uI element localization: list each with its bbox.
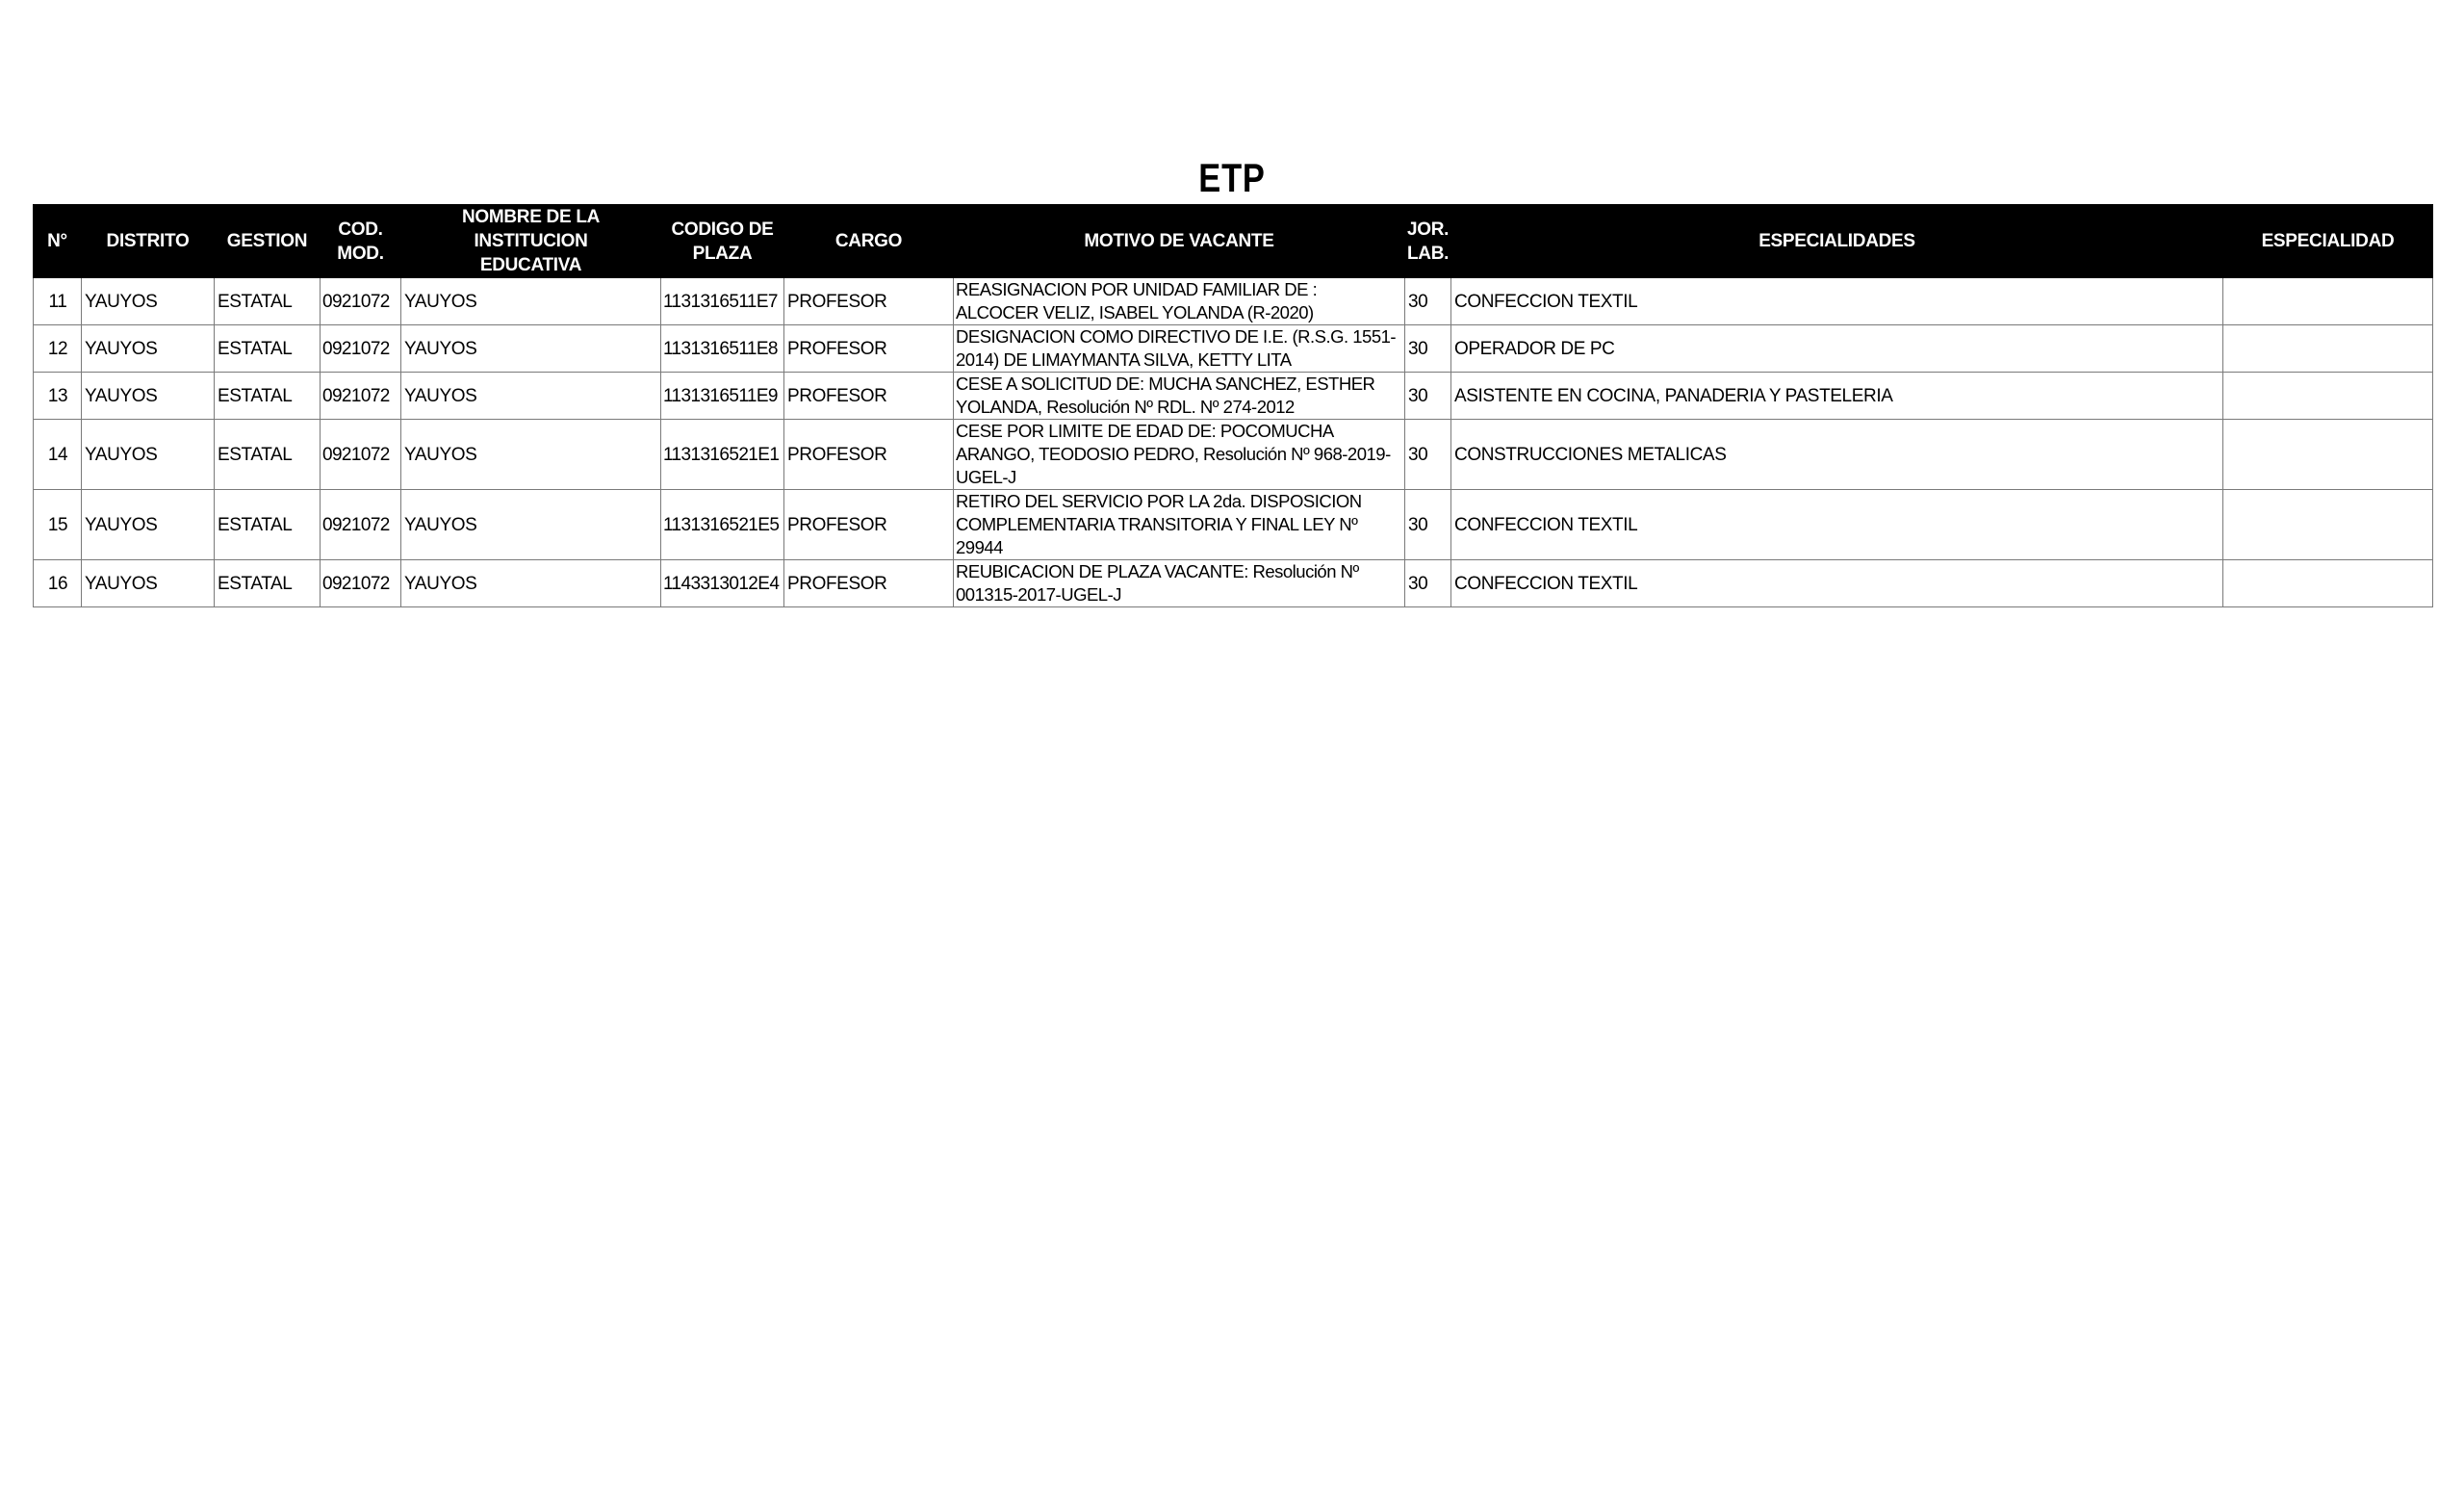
header-jor-lab bbox=[1405, 205, 1451, 278]
cell-distrito: YAUYOS bbox=[82, 560, 215, 607]
cell-motivo: DESIGNACION COMO DIRECTIVO DE I.E. (R.S.G. 1551-2014) DE LIMAYMANTA SILVA, KETTY LITA bbox=[954, 325, 1405, 373]
header-cod-mod-line2: MOD. bbox=[337, 243, 384, 264]
header-cod-mod bbox=[321, 205, 401, 278]
header-nombre-line1: NOMBRE DE LA INSTITUCION bbox=[461, 207, 601, 251]
cell-codigo-plaza: 1131316511E8 bbox=[661, 325, 784, 373]
cell-num: 15 bbox=[34, 490, 82, 560]
cell-num: 12 bbox=[34, 325, 82, 373]
header-codigo-line2: PLAZA bbox=[692, 243, 753, 264]
cell-distrito: YAUYOS bbox=[82, 278, 215, 325]
cell-nombre: YAUYOS bbox=[401, 420, 661, 490]
table-row bbox=[34, 420, 2433, 490]
table-row bbox=[34, 325, 2433, 373]
cell-jor-lab: 30 bbox=[1405, 325, 1451, 373]
cell-distrito: YAUYOS bbox=[82, 490, 215, 560]
cell-cod-mod: 0921072 bbox=[321, 490, 401, 560]
cell-num: 16 bbox=[34, 560, 82, 607]
cell-especialidades: CONSTRUCCIONES METALICAS bbox=[1451, 420, 2223, 490]
cell-distrito: YAUYOS bbox=[82, 420, 215, 490]
cell-codigo-plaza: 1143313012E4 bbox=[661, 560, 784, 607]
table-row bbox=[34, 490, 2433, 560]
cell-motivo: REUBICACION DE PLAZA VACANTE: Resolución Nº 001315-2017-UGEL-J bbox=[954, 560, 1405, 607]
header-jor-line2: LAB. bbox=[1407, 243, 1450, 264]
cell-num: 11 bbox=[34, 278, 82, 325]
header-especialidad: ESPECIALIDAD bbox=[2223, 205, 2433, 278]
cell-cod-mod: 0921072 bbox=[321, 373, 401, 420]
cell-motivo: CESE A SOLICITUD DE: MUCHA SANCHEZ, ESTHER YOLANDA, Resolución Nº RDL. Nº 274-2012 bbox=[954, 373, 1405, 420]
cell-especialidad bbox=[2223, 490, 2433, 560]
cell-gestion: ESTATAL bbox=[215, 490, 321, 560]
cell-cargo: PROFESOR bbox=[784, 420, 954, 490]
cell-codigo-plaza: 1131316521E1 bbox=[661, 420, 784, 490]
table-row bbox=[34, 560, 2433, 607]
header-cargo: CARGO bbox=[784, 205, 954, 278]
cell-cargo: PROFESOR bbox=[784, 278, 954, 325]
cell-especialidades: CONFECCION TEXTIL bbox=[1451, 490, 2223, 560]
cell-motivo: CESE POR LIMITE DE EDAD DE: POCOMUCHA ARANGO, TEODOSIO PEDRO, Resolución Nº 968-2019-UGEL-J bbox=[954, 420, 1405, 490]
cell-nombre: YAUYOS bbox=[401, 373, 661, 420]
cell-motivo: REASIGNACION POR UNIDAD FAMILIAR DE : ALCOCER VELIZ, ISABEL YOLANDA (R-2020) bbox=[954, 278, 1405, 325]
cell-cod-mod: 0921072 bbox=[321, 420, 401, 490]
table-body bbox=[34, 278, 2433, 607]
cell-codigo-plaza: 1131316511E9 bbox=[661, 373, 784, 420]
vacancies-table bbox=[33, 204, 2433, 607]
cell-gestion: ESTATAL bbox=[215, 560, 321, 607]
cell-nombre: YAUYOS bbox=[401, 325, 661, 373]
cell-cod-mod: 0921072 bbox=[321, 560, 401, 607]
cell-motivo: RETIRO DEL SERVICIO POR LA 2da. DISPOSICION COMPLEMENTARIA TRANSITORIA Y FINAL LEY Nº 29944 bbox=[954, 490, 1405, 560]
table-row bbox=[34, 278, 2433, 325]
header-nombre-line2: EDUCATIVA bbox=[479, 255, 582, 275]
cell-jor-lab: 30 bbox=[1405, 560, 1451, 607]
cell-codigo-plaza: 1131316521E5 bbox=[661, 490, 784, 560]
cell-gestion: ESTATAL bbox=[215, 420, 321, 490]
cell-jor-lab: 30 bbox=[1405, 490, 1451, 560]
cell-gestion: ESTATAL bbox=[215, 373, 321, 420]
cell-cargo: PROFESOR bbox=[784, 490, 954, 560]
header-jor-line1: JOR. bbox=[1407, 219, 1450, 240]
cell-jor-lab: 30 bbox=[1405, 278, 1451, 325]
cell-jor-lab: 30 bbox=[1405, 373, 1451, 420]
cell-nombre: YAUYOS bbox=[401, 278, 661, 325]
cell-especialidad bbox=[2223, 325, 2433, 373]
header-motivo: MOTIVO DE VACANTE bbox=[954, 205, 1405, 278]
header-row bbox=[34, 205, 2433, 278]
cell-especialidades: ASISTENTE EN COCINA, PANADERIA Y PASTELERIA bbox=[1451, 373, 2223, 420]
cell-gestion: ESTATAL bbox=[215, 278, 321, 325]
header-nombre bbox=[401, 205, 661, 278]
table-header bbox=[34, 205, 2433, 278]
table-row bbox=[34, 373, 2433, 420]
header-codigo-plaza bbox=[661, 205, 784, 278]
cell-cargo: PROFESOR bbox=[784, 373, 954, 420]
header-codigo-line1: CODIGO DE bbox=[671, 219, 774, 240]
header-num: N° bbox=[34, 205, 82, 278]
cell-especialidades: CONFECCION TEXTIL bbox=[1451, 278, 2223, 325]
cell-jor-lab: 30 bbox=[1405, 420, 1451, 490]
cell-especialidad bbox=[2223, 560, 2433, 607]
cell-cod-mod: 0921072 bbox=[321, 278, 401, 325]
cell-especialidad bbox=[2223, 420, 2433, 490]
cell-especialidades: CONFECCION TEXTIL bbox=[1451, 560, 2223, 607]
cell-num: 14 bbox=[34, 420, 82, 490]
cell-cargo: PROFESOR bbox=[784, 560, 954, 607]
cell-codigo-plaza: 1131316511E7 bbox=[661, 278, 784, 325]
header-distrito: DISTRITO bbox=[82, 205, 215, 278]
cell-especialidad bbox=[2223, 373, 2433, 420]
cell-nombre: YAUYOS bbox=[401, 560, 661, 607]
header-cod-mod-line1: COD. bbox=[338, 219, 383, 240]
cell-distrito: YAUYOS bbox=[82, 325, 215, 373]
header-especialidades: ESPECIALIDADES bbox=[1451, 205, 2223, 278]
cell-nombre: YAUYOS bbox=[401, 490, 661, 560]
cell-distrito: YAUYOS bbox=[82, 373, 215, 420]
header-gestion: GESTION bbox=[215, 205, 321, 278]
cell-especialidades: OPERADOR DE PC bbox=[1451, 325, 2223, 373]
cell-especialidad bbox=[2223, 278, 2433, 325]
cell-cod-mod: 0921072 bbox=[321, 325, 401, 373]
cell-cargo: PROFESOR bbox=[784, 325, 954, 373]
cell-num: 13 bbox=[34, 373, 82, 420]
page-title: ETP bbox=[1198, 155, 1266, 200]
cell-gestion: ESTATAL bbox=[215, 325, 321, 373]
